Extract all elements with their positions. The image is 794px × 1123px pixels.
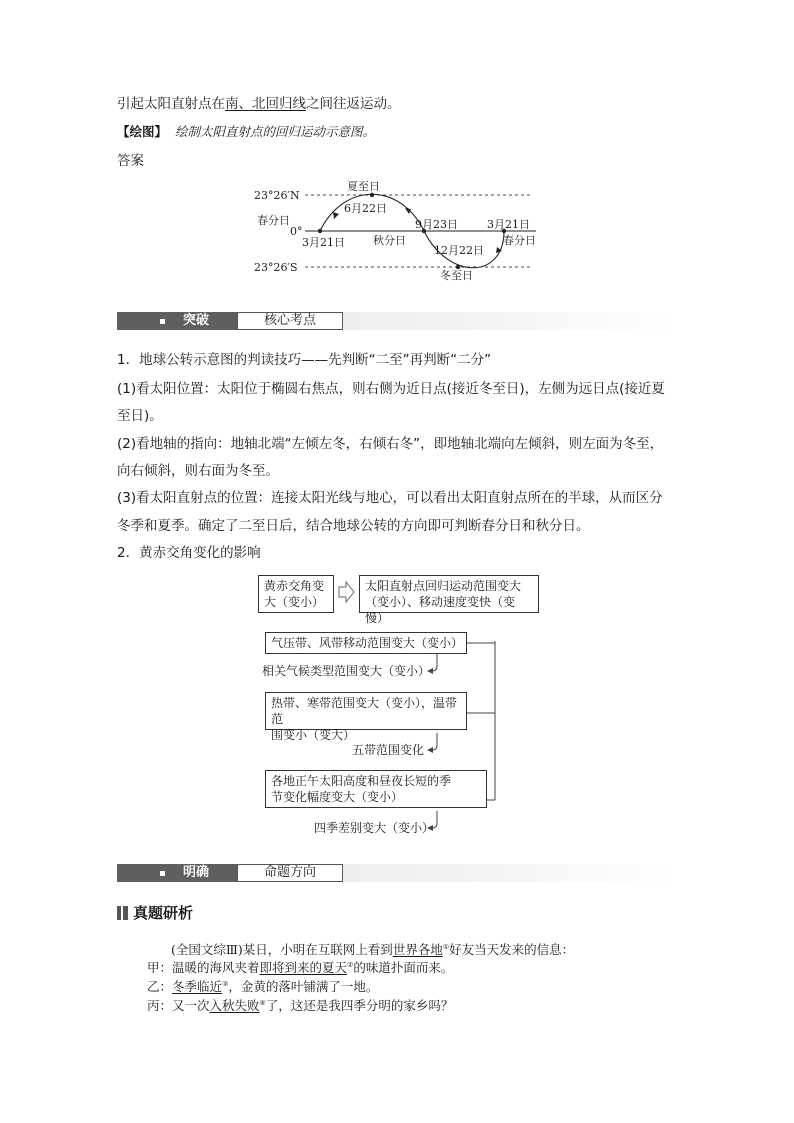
section-tag: 突破 [117,312,237,330]
autumn-equinox-label: 秋分日 [373,234,406,247]
flow-box-zones: 热带、寒带范围变大（变小），温带范 围变小（变大） [265,692,467,730]
flow-box-obliquity: 黄赤交角变 大（变小） [258,575,334,613]
research-heading: 真题研析 [117,903,217,923]
question-line-1: (全国文综Ⅲ)某日，小明在互联网上看到世界各地①好友当天发来的信息： [171,942,575,958]
autumn-date: 9月23日 [415,218,458,231]
point-1b-line-2: 向右倾斜，则右面为冬至。 [117,463,279,479]
question-line-3: 乙：冬季临近③，金黄的落叶铺满了一地。 [147,979,379,995]
winter-date: 12月22日 [434,244,484,257]
summer-point [370,193,374,197]
flow-label-climate: 相关气候类型范围变大（变小） [262,664,431,678]
point-1b-line-1: (2)看地轴的指向：地轴北端“左倾左冬，右倾右冬”，即地轴北端向左倾斜，则左面为冬至， [117,436,664,452]
underlined-term: 即将到来的夏天 [259,960,348,976]
point-1a-line-2: 至日)。 [117,408,163,424]
section-title: 命题方向 [237,864,343,882]
point-1-title: 1．地球公转示意图的判读技巧——先判断“二至”再判断“二分” [117,352,492,368]
section-tag: 明确 [117,864,237,882]
connector-arrow-icon [427,747,433,753]
section-bar-breakthrough [117,312,675,330]
spring-point-left [318,229,322,233]
drawing-prompt [117,122,375,142]
heading-marker-icon [123,906,128,920]
spring-equinox-left: 春分日 [257,214,290,227]
lat-0-label: 0° [290,225,303,238]
underlined-term: 入秋失败 [209,998,260,1014]
arrow-up-icon [333,212,339,219]
point-2-title: 2．黄赤交角变化的影响 [117,545,261,561]
question-line-2: 甲：温暖的海风夹着即将到来的夏天②的味道扑面而来。 [147,960,454,976]
heading-marker-icon [117,906,121,920]
underlined-term: 冬季临近 [172,979,223,995]
lat-n-label: 23°26′N [254,189,300,202]
answer-label: 答案 [117,153,144,169]
obliquity-flowchart [255,573,545,838]
flow-label-zones: 五带范围变化 [352,743,425,757]
section-title: 核心考点 [237,312,343,330]
lat-s-label: 23°26′S [254,261,298,274]
square-bullet-icon [160,871,165,876]
sun-direct-point-diagram [250,178,550,286]
summer-date: 6月22日 [344,202,387,215]
drawing-text: 绘制太阳直射点的回归运动示意图。 [175,124,376,139]
intro-line-1: 引起太阳直射点在南、北回归线之间往返运动。 [117,96,401,112]
spring-equinox-right: 春分日 [503,234,536,247]
flow-box-noon-altitude: 各地正午太阳高度和昼夜长短的季 节变化幅度变大（变小） [265,770,487,808]
point-1a-line-1: (1)看太阳位置：太阳位于椭圆右焦点，则右侧为近日点(接近冬至日)，左侧为远日点(接近夏 [117,381,665,397]
section-bar-clarify [117,864,675,882]
spring-date-right: 3月21日 [487,218,530,231]
flow-label-seasons: 四季差别变大（变小） [314,821,435,835]
point-1c-line-1: (3)看太阳直射点的位置：连接太阳光线与地心，可以看出太阳直射点所在的半球，从而区分 [117,490,663,506]
winter-solstice-label: 冬至日 [440,269,473,282]
square-bullet-icon [160,319,165,324]
underlined-term: 南、北回归线 [225,96,306,112]
underlined-term: 世界各地 [392,942,443,958]
flow-box-pressure-belts: 气压带、风带移动范围变大（变小） [265,632,467,654]
arrow-down-icon [405,208,411,214]
summer-solstice-label: 夏至日 [347,180,380,193]
hollow-arrow-icon [339,582,354,602]
drawing-tag: 【绘图】 [117,124,168,139]
point-1c-line-2: 冬季和夏季。确定了二至日后，结合地球公转的方向即可判断春分日和秋分日。 [117,518,590,534]
spring-date-left: 3月21日 [302,236,345,249]
flow-box-direct-point: 太阳直射点回归运动范围变大 （变小）、移动速度变快（变慢） [359,575,539,613]
question-line-4: 丙：又一次入秋失败④了，这还是我四季分明的家乡吗？ [147,998,454,1014]
